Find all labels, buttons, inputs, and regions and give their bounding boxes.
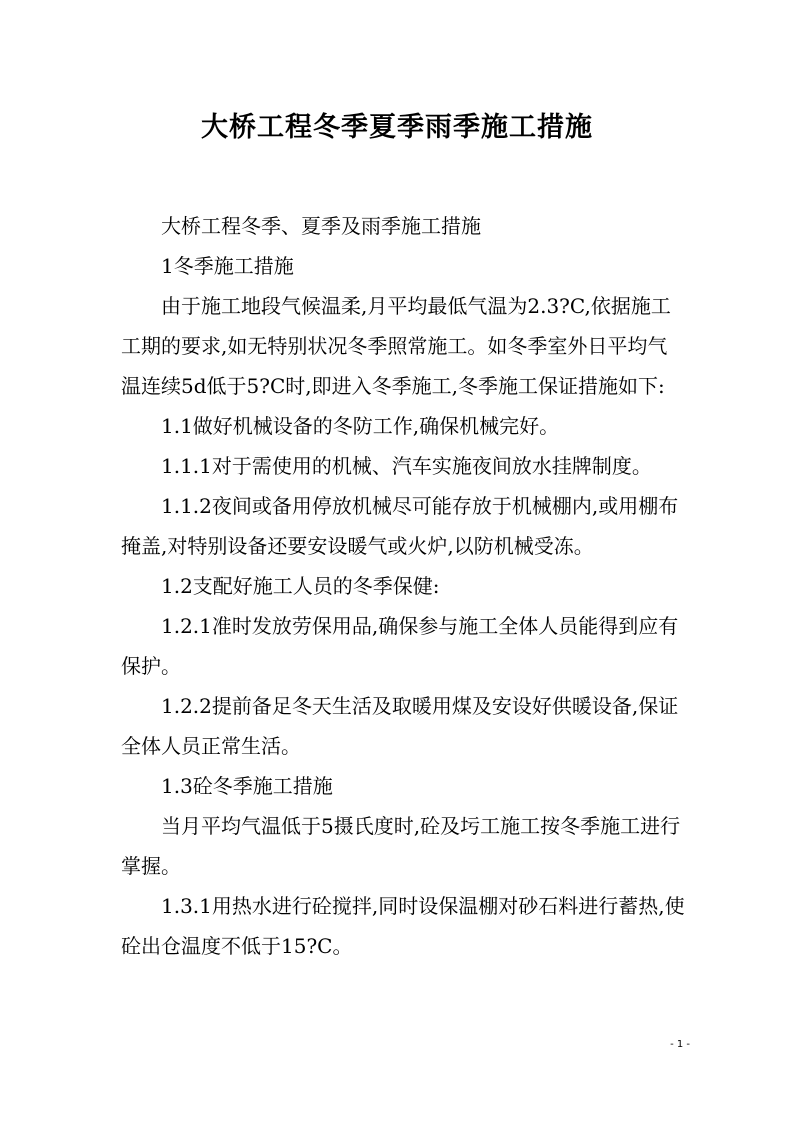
paragraph-intro: 由于施工地段气候温柔,月平均最低气温为2.3?C,依据施工工期的要求,如无特别状况冬季照常施工。如冬季室外日平均气温连续5d低于5?C时,即进入冬季施工,冬季施工保证措施如下: [121,294,671,398]
paragraph-1-1-1: 1.1.1对于需使用的机械、汽车实施夜间放水挂牌制度。 [161,454,652,478]
page-number: - 1 - [670,1039,690,1050]
paragraph-1-3: 1.3砼冬季施工措施 [161,774,333,798]
paragraph-subtitle: 大桥工程冬季、夏季及雨季施工措施 [161,214,481,238]
paragraph-1-2-2: 1.2.2提前备足冬天生活及取暖用煤及安设好供暖设备,保证全体人员正常生活。 [121,694,679,758]
paragraph-1-2: 1.2支配好施工人员的冬季保健: [161,574,440,598]
paragraph-1-3-intro: 当月平均气温低于5摄氏度时,砼及圬工施工按冬季施工进行掌握。 [121,814,681,878]
paragraph-section-1: 1冬季施工措施 [161,254,294,278]
paragraph-1-1-2: 1.1.2夜间或备用停放机械尽可能存放于机械棚内,或用棚布掩盖,对特别设备还要安设暖气或火炉,以防机械受冻。 [121,494,679,558]
document-title: 大桥工程冬季夏季雨季施工措施 [201,112,593,143]
paragraph-1-1: 1.1做好机械设备的冬防工作,确保机械完好。 [161,414,560,438]
paragraph-1-3-1: 1.3.1用热水进行砼搅拌,同时设保温棚对砂石料进行蓄热,使砼出仓温度不低于15?C。 [121,894,685,958]
paragraph-1-2-1: 1.2.1准时发放劳保用品,确保参与施工全体人员能得到应有保护。 [121,614,679,678]
document-body [121,206,687,966]
